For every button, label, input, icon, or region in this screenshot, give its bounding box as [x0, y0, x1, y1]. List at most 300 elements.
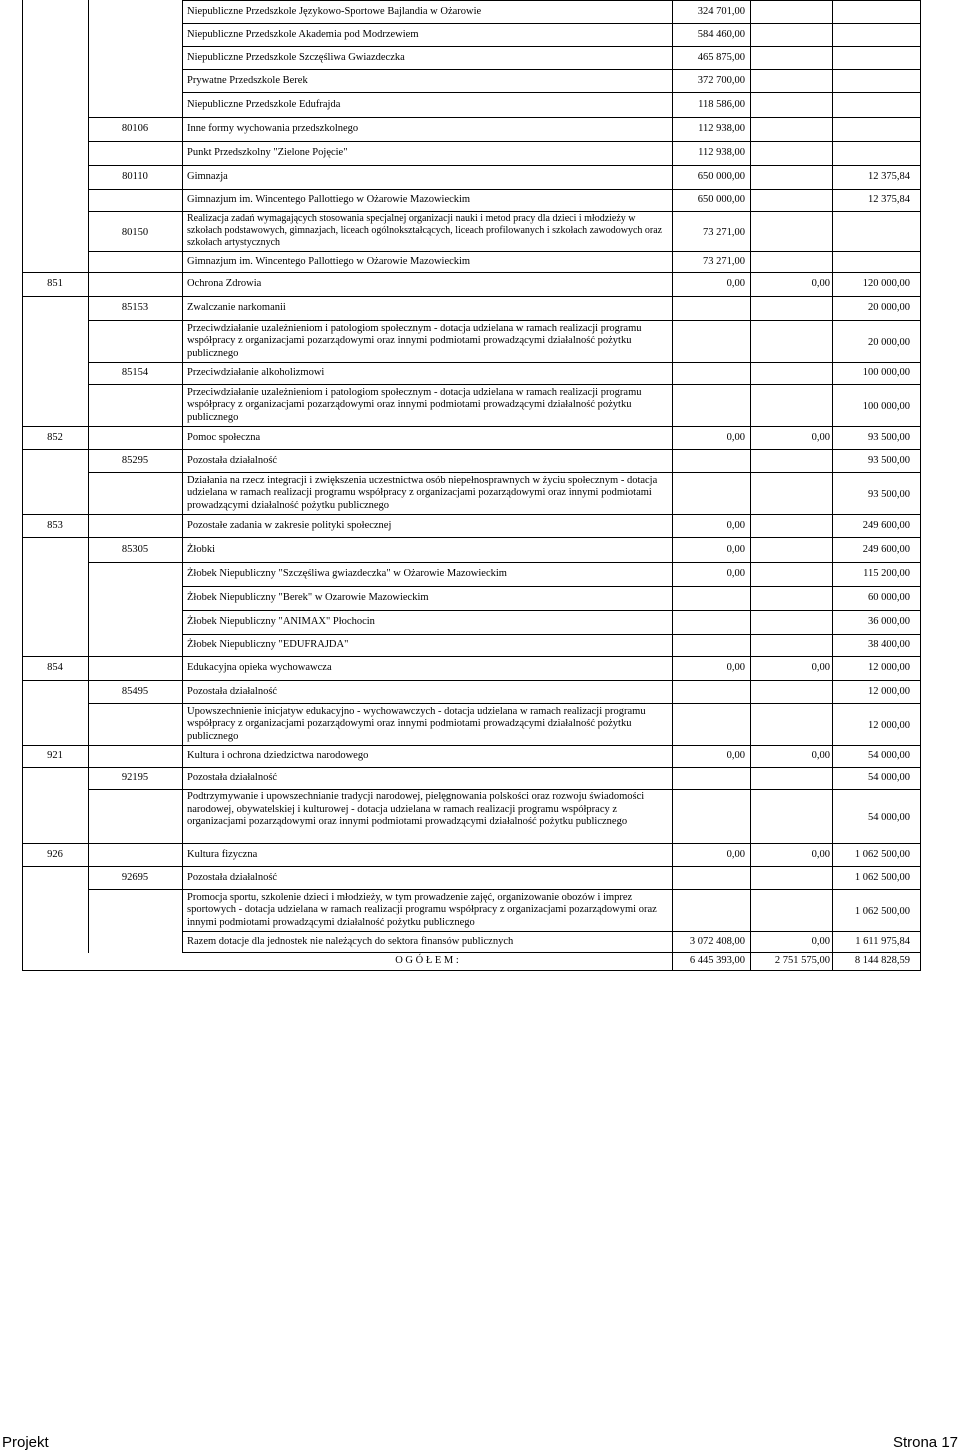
- amount-col1: 112 938,00: [698, 123, 745, 134]
- table-row: [22, 46, 920, 69]
- subsection-code: 92195: [121, 772, 149, 783]
- table-rule: [920, 384, 921, 427]
- amount-col3: 54 000,00: [868, 750, 910, 761]
- table-rule: [832, 0, 833, 24]
- row-description: Żłobek Niepubliczny "Berek" w Ozarowie Mazowieckim: [187, 592, 429, 603]
- table-rule: [182, 23, 183, 47]
- table-rule: [182, 843, 183, 867]
- table-rule: [182, 272, 183, 297]
- table-rule: [22, 562, 23, 587]
- table-rule: [920, 449, 921, 473]
- table-rule: [920, 952, 921, 971]
- table-rule: [920, 843, 921, 867]
- table-rule: [920, 789, 921, 844]
- table-rule: [920, 680, 921, 704]
- subsection-code: 85495: [121, 686, 149, 697]
- table-rule: [182, 189, 183, 212]
- table-row: [22, 889, 920, 931]
- amount-col3: 12 000,00: [868, 662, 910, 673]
- row-description: Podtrzymywanie i upowszechnianie tradycji narodowej, pielęgnowania polskości oraz rozwoju świadomości narodowej, obywatelskiej i kulturowej - dotacja udzielana w ramach realizacji programu współpracy z organizacjami pozarządowymi oraz innymi podmiotami prowadzącymi działalność pożytku publicznego: [187, 791, 645, 827]
- table-row: [22, 472, 920, 514]
- table-rule: [920, 0, 921, 24]
- subsection-code: 80110: [122, 171, 148, 182]
- table-rule: [88, 745, 89, 768]
- table-rule: [832, 141, 833, 166]
- table-row: [22, 211, 920, 251]
- table-rule: [672, 767, 673, 790]
- row-description: Razem dotacje dla jednostek nie należących do sektora finansów publicznych: [187, 936, 514, 947]
- table-row: [22, 23, 920, 46]
- amount-col1: 3 072 408,00: [689, 936, 745, 947]
- row-description: Przeciwdziałanie alkoholizmowi: [187, 367, 325, 378]
- amount-col3: 12 000,00: [868, 720, 910, 731]
- table-row: [22, 610, 920, 634]
- row-description: Zwalczanie narkomanii: [187, 302, 286, 313]
- table-rule: [920, 426, 921, 450]
- table-rule: [750, 141, 751, 166]
- row-description: Pozostała działalność: [187, 872, 278, 883]
- table-rule: [750, 562, 751, 587]
- table-rule: [832, 23, 833, 47]
- amount-col2: 0,00: [811, 278, 830, 289]
- table-rule: [672, 320, 673, 363]
- table-rule: [750, 767, 751, 790]
- table-rule: [88, 92, 89, 118]
- table-rule: [22, 586, 23, 611]
- table-rule: [182, 449, 183, 473]
- table-rule: [920, 296, 921, 321]
- section-code: 926: [47, 849, 63, 860]
- table-rule: [88, 272, 89, 297]
- table-rule: [750, 46, 751, 70]
- amount-col3: 1 062 500,00: [854, 906, 910, 917]
- table-rule: [22, 449, 23, 473]
- table-rule: [920, 889, 921, 932]
- subsection-code: 80106: [121, 123, 149, 134]
- table-rule: [920, 514, 921, 538]
- amount-col2: 0,00: [811, 662, 830, 673]
- table-rule: [750, 165, 751, 190]
- row-description: Edukacyjna opieka wychowawcza: [187, 662, 332, 673]
- subsection-code: 85305: [121, 544, 149, 555]
- table-rule: [920, 562, 921, 587]
- table-rule: [88, 472, 89, 515]
- table-rule: [750, 680, 751, 704]
- table-rule: [182, 866, 183, 890]
- table-rule: [88, 23, 89, 47]
- row-description: Pomoc społeczna: [187, 432, 261, 443]
- amount-col3: 12 000,00: [868, 686, 910, 697]
- table-rule: [920, 141, 921, 166]
- amount-col3: 100 000,00: [862, 401, 910, 412]
- table-rule: [920, 745, 921, 768]
- row-description: Przeciwdziałanie uzależnieniom i patologiom społecznym - dotacja udzielana w ramach realizacji programu współpracy z organizacjami pozarządowymi oraz innymi podmiotami prowadzącymi działalność pożytku publicznego: [187, 322, 642, 359]
- table-rule: [750, 69, 751, 93]
- table-rule: [88, 426, 89, 450]
- table-rule: [88, 0, 89, 24]
- section-row: [22, 272, 920, 296]
- table-rule: [832, 92, 833, 118]
- table-rule: [672, 384, 673, 427]
- amount-col2: 0,00: [811, 432, 830, 443]
- table-rule: [920, 251, 921, 273]
- table-rule: [920, 189, 921, 212]
- table-rule: [22, 0, 23, 24]
- row-description: Pozostała działalność: [187, 772, 278, 783]
- table-rule: [182, 69, 183, 93]
- section-row: [22, 656, 920, 680]
- table-rule: [750, 296, 751, 321]
- table-rule: [920, 703, 921, 746]
- table-row: [22, 634, 920, 656]
- table-rule: [920, 656, 921, 681]
- section-row: [22, 843, 920, 866]
- footer-left: Projekt: [2, 1434, 49, 1451]
- table-rule: [920, 931, 921, 953]
- table-rule: [88, 251, 89, 273]
- table-rule: [182, 680, 183, 704]
- table-rule: [750, 889, 751, 932]
- table-rule: [88, 141, 89, 166]
- row-description: Działania na rzecz integracji i zwiększenia uczestnictwa osób niepełnosprawnych w życiu społecznym - dotacja udzielana w ramach realizacji programu współpracy z organizacjami pozarządowymi oraz innymi podmiotami prowadzącymi działalność pożytku publicznego: [187, 474, 658, 511]
- amount-col1: 584 460,00: [697, 29, 745, 40]
- table-row: [22, 931, 920, 952]
- table-rule: [920, 610, 921, 635]
- amount-col3: 100 000,00: [862, 367, 910, 378]
- amount-col3: 20 000,00: [868, 337, 910, 348]
- page-footer: [0, 1432, 960, 1452]
- amount-col1: 112 938,00: [698, 147, 745, 158]
- table-row: [22, 0, 920, 23]
- table-rule: [88, 562, 89, 587]
- table-rule: [22, 889, 23, 932]
- section-code: 851: [47, 278, 63, 289]
- row-description: Pozostała działalność: [187, 455, 278, 466]
- table-rule: [88, 189, 89, 212]
- table-rule: [22, 537, 23, 563]
- section-code: 853: [47, 520, 63, 531]
- table-rule: [182, 117, 183, 142]
- row-description: Niepubliczne Przedszkole Językowo-Sportowe Bajlandia w Ożarowie: [187, 6, 482, 17]
- subsection-code: 85154: [121, 367, 149, 378]
- table-rule: [22, 251, 23, 273]
- table-rule: [832, 46, 833, 70]
- table-rule: [920, 46, 921, 70]
- table-rule: [750, 362, 751, 385]
- table-rule: [22, 384, 23, 427]
- row-description: Pozostała działalność: [187, 686, 278, 697]
- table-rule: [182, 889, 183, 932]
- section-row: [22, 426, 920, 449]
- row-description: Kultura i ochrona dziedzictwa narodowego: [187, 750, 369, 761]
- table-rule: [88, 46, 89, 70]
- table-rule: [182, 745, 183, 768]
- row-description: Realizacja zadań wymagających stosowania specjalnej organizacji nauki i metod pracy dla dzieci i młodzieży w szkołach podstawowych, gimnazjach, liceach ogólnokształcących, liceach profilowanych i szkołach zawodowych oraz szkołach artystycznych: [187, 213, 663, 248]
- table-rule: [182, 0, 921, 1]
- table-rule: [22, 296, 23, 321]
- table-rule: [182, 931, 183, 953]
- table-rule: [920, 634, 921, 657]
- amount-col3: 249 600,00: [862, 544, 910, 555]
- table-rule: [22, 189, 23, 212]
- table-rule: [88, 656, 89, 681]
- table-rule: [672, 866, 673, 890]
- row-description: Żłobek Niepubliczny "EDUFRAJDA": [187, 639, 349, 650]
- table-rule: [182, 789, 183, 844]
- table-row: [22, 767, 920, 789]
- table-rule: [750, 634, 751, 657]
- table-rule: [920, 586, 921, 611]
- table-rule: [88, 789, 89, 844]
- table-rule: [22, 362, 23, 385]
- table-rule: [182, 165, 183, 190]
- amount-col3: 36 000,00: [868, 616, 910, 627]
- table-row: [22, 562, 920, 586]
- table-rule: [22, 117, 23, 142]
- table-row: [22, 117, 920, 141]
- amount-col1: 0,00: [726, 750, 745, 761]
- row-description: Kultura fizyczna: [187, 849, 258, 860]
- table-row: [22, 165, 920, 189]
- table-rule: [832, 251, 833, 273]
- table-rule: [750, 189, 751, 212]
- table-rule: [182, 141, 183, 166]
- table-row: [22, 449, 920, 472]
- subsection-code: 80150: [121, 227, 149, 238]
- amount-col3: 93 500,00: [868, 432, 910, 443]
- subsection-code: 92695: [121, 872, 149, 883]
- amount-col1: 6 445 393,00: [689, 955, 745, 966]
- table-rule: [750, 610, 751, 635]
- table-rule: [750, 117, 751, 142]
- amount-col2: 0,00: [811, 750, 830, 761]
- table-row: [22, 703, 920, 745]
- table-rule: [920, 362, 921, 385]
- section-code: 852: [47, 432, 63, 443]
- amount-col3: 93 500,00: [868, 455, 910, 466]
- table-rule: [22, 970, 921, 971]
- table-rule: [920, 23, 921, 47]
- table-rule: [22, 141, 23, 166]
- table-rule: [182, 426, 183, 450]
- table-row: [22, 320, 920, 362]
- row-description: Gimnazjum im. Wincentego Pallottiego w Ożarowie Mazowieckim: [187, 194, 471, 205]
- amount-col2: 0,00: [811, 936, 830, 947]
- amount-col1: 0,00: [726, 662, 745, 673]
- table-rule: [672, 586, 673, 611]
- table-rule: [182, 562, 183, 587]
- table-rule: [920, 537, 921, 563]
- section-row: [22, 514, 920, 537]
- row-description: Żłobek Niepubliczny "ANIMAX" Płochocin: [187, 616, 375, 627]
- table-rule: [88, 514, 89, 538]
- table-rule: [22, 211, 23, 252]
- table-row: [22, 141, 920, 165]
- amount-col1: 0,00: [726, 432, 745, 443]
- table-rule: [22, 610, 23, 635]
- table-rule: [88, 69, 89, 93]
- table-rule: [920, 69, 921, 93]
- table-rule: [88, 889, 89, 932]
- table-rule: [920, 320, 921, 363]
- table-rule: [672, 889, 673, 932]
- table-rule: [22, 92, 23, 118]
- amount-col3: 1 611 975,84: [855, 936, 910, 947]
- table-rule: [88, 843, 89, 867]
- table-rule: [750, 384, 751, 427]
- footer-page-number: Strona 17: [892, 1434, 958, 1451]
- table-rule: [920, 272, 921, 297]
- row-description: Żłobek Niepubliczny "Szczęśliwa gwiazdeczka" w Ożarowie Mazowieckim: [187, 568, 507, 579]
- table-rule: [750, 866, 751, 890]
- table-rule: [22, 634, 23, 657]
- table-rule: [182, 320, 183, 363]
- table-rule: [750, 703, 751, 746]
- section-code: 921: [47, 750, 63, 761]
- row-description: Prywatne Przedszkole Berek: [187, 75, 308, 86]
- table-rule: [182, 656, 183, 681]
- table-rule: [672, 680, 673, 704]
- table-rule: [88, 931, 89, 953]
- amount-col1: 0,00: [726, 568, 745, 579]
- table-rule: [920, 472, 921, 515]
- row-description: Przeciwdziałanie uzależnieniom i patologiom społecznym - dotacja udzielana w ramach realizacji programu współpracy z organizacjami pozarządowymi oraz innymi podmiotami prowadzącymi działalność pożytku publicznego: [187, 386, 642, 423]
- table-rule: [22, 320, 23, 363]
- table-rule: [750, 92, 751, 118]
- table-rule: [88, 703, 89, 746]
- table-rule: [182, 0, 183, 24]
- amount-col3: 1 062 500,00: [854, 849, 910, 860]
- table-rule: [182, 384, 183, 427]
- amount-col3: 93 500,00: [868, 489, 910, 500]
- amount-col1: 118 586,00: [698, 99, 745, 110]
- table-rule: [22, 472, 23, 515]
- table-row: [22, 296, 920, 320]
- table-row: [22, 789, 920, 843]
- amount-col3: 12 375,84: [868, 171, 910, 182]
- table-row: [22, 384, 920, 426]
- table-rule: [182, 634, 183, 657]
- amount-col3: 1 062 500,00: [854, 872, 910, 883]
- table-rule: [750, 211, 751, 252]
- amount-col1: 0,00: [726, 544, 745, 555]
- table-rule: [22, 952, 23, 971]
- table-rule: [920, 165, 921, 190]
- subsection-code: 85295: [121, 455, 149, 466]
- table-rule: [750, 23, 751, 47]
- amount-col1: 465 875,00: [697, 52, 745, 63]
- table-rule: [672, 362, 673, 385]
- table-rule: [22, 165, 23, 190]
- row-description: Promocja sportu, szkolenie dzieci i młodzieży, w tym prowadzenie zajęć, organizowanie obozów i imprez sportowych - dotacja udzielana w ramach realizacji programu współpracy z organizacjami pozarządowymi oraz innymi podmiotami prowadzącymi działalność pożytku publicznego: [187, 891, 657, 928]
- table-rule: [672, 610, 673, 635]
- table-rule: [832, 211, 833, 252]
- table-rule: [22, 703, 23, 746]
- amount-col1: 0,00: [726, 849, 745, 860]
- table-rule: [182, 296, 183, 321]
- table-rule: [672, 703, 673, 746]
- amount-col3: 20 000,00: [868, 302, 910, 313]
- total-label: O G Ó Ł E M :: [395, 955, 459, 966]
- table-row: [22, 586, 920, 610]
- amount-col1: 372 700,00: [697, 75, 745, 86]
- table-rule: [22, 23, 23, 47]
- row-description: Gimnazja: [187, 171, 228, 182]
- table-rule: [88, 384, 89, 427]
- table-rule: [750, 320, 751, 363]
- amount-col1: 650 000,00: [697, 194, 745, 205]
- table-rule: [182, 472, 183, 515]
- table-rule: [750, 449, 751, 473]
- table-rule: [182, 610, 183, 635]
- table-rule: [22, 931, 23, 953]
- table-rule: [920, 767, 921, 790]
- table-rule: [672, 789, 673, 844]
- table-rule: [22, 767, 23, 790]
- table-row: [22, 251, 920, 272]
- row-description: Niepubliczne Przedszkole Akademia pod Modrzewiem: [187, 29, 419, 40]
- row-description: Inne formy wychowania przedszkolnego: [187, 123, 359, 134]
- table-rule: [920, 117, 921, 142]
- table-rule: [750, 472, 751, 515]
- amount-col1: 0,00: [726, 520, 745, 531]
- table-rule: [750, 789, 751, 844]
- amount-col3: 8 144 828,59: [854, 955, 910, 966]
- amount-col3: 249 600,00: [862, 520, 910, 531]
- row-description: Żłobki: [187, 544, 215, 555]
- amount-col3: 54 000,00: [868, 812, 910, 823]
- amount-col3: 120 000,00: [862, 278, 910, 289]
- amount-col3: 12 375,84: [868, 194, 910, 205]
- table-rule: [750, 586, 751, 611]
- table-rule: [22, 789, 23, 844]
- table-rule: [750, 251, 751, 273]
- table-rule: [22, 69, 23, 93]
- row-description: Niepubliczne Przedszkole Szczęśliwa Gwiazdeczka: [187, 52, 405, 63]
- row-description: Punkt Przedszkolny "Zielone Pojęcie": [187, 147, 348, 158]
- table-rule: [88, 586, 89, 611]
- table-rule: [672, 296, 673, 321]
- table-rule: [920, 211, 921, 252]
- row-description: Niepubliczne Przedszkole Edufrajda: [187, 99, 341, 110]
- section-row: [22, 745, 920, 767]
- table-row: [22, 92, 920, 117]
- subsection-code: 85153: [121, 302, 149, 313]
- table-row: [22, 680, 920, 703]
- amount-col1: 650 000,00: [697, 171, 745, 182]
- amount-col1: 73 271,00: [703, 256, 745, 267]
- table-rule: [920, 866, 921, 890]
- table-rule: [182, 514, 183, 538]
- amount-col1: 324 701,00: [697, 6, 745, 17]
- table-row: [22, 362, 920, 384]
- table-rule: [672, 634, 673, 657]
- amount-col1: 73 271,00: [703, 227, 745, 238]
- table-row: [22, 866, 920, 889]
- table-rule: [182, 211, 183, 252]
- table-rule: [182, 251, 183, 273]
- amount-col2: 2 751 575,00: [774, 955, 830, 966]
- table-rule: [750, 537, 751, 563]
- table-row: [22, 189, 920, 211]
- total-row: [22, 952, 920, 970]
- row-description: Upowszechnienie inicjatyw edukacyjno - wychowawczych - dotacja udzielana w ramach realizacji programu współpracy z organizacjami pozarządowymi oraz innymi podmiotami prowadzącymi działalność pożytku publicznego: [187, 705, 646, 742]
- table-rule: [182, 586, 183, 611]
- table-rule: [672, 472, 673, 515]
- amount-col3: 38 400,00: [868, 639, 910, 650]
- budget-table: [22, 0, 920, 970]
- table-rule: [750, 0, 751, 24]
